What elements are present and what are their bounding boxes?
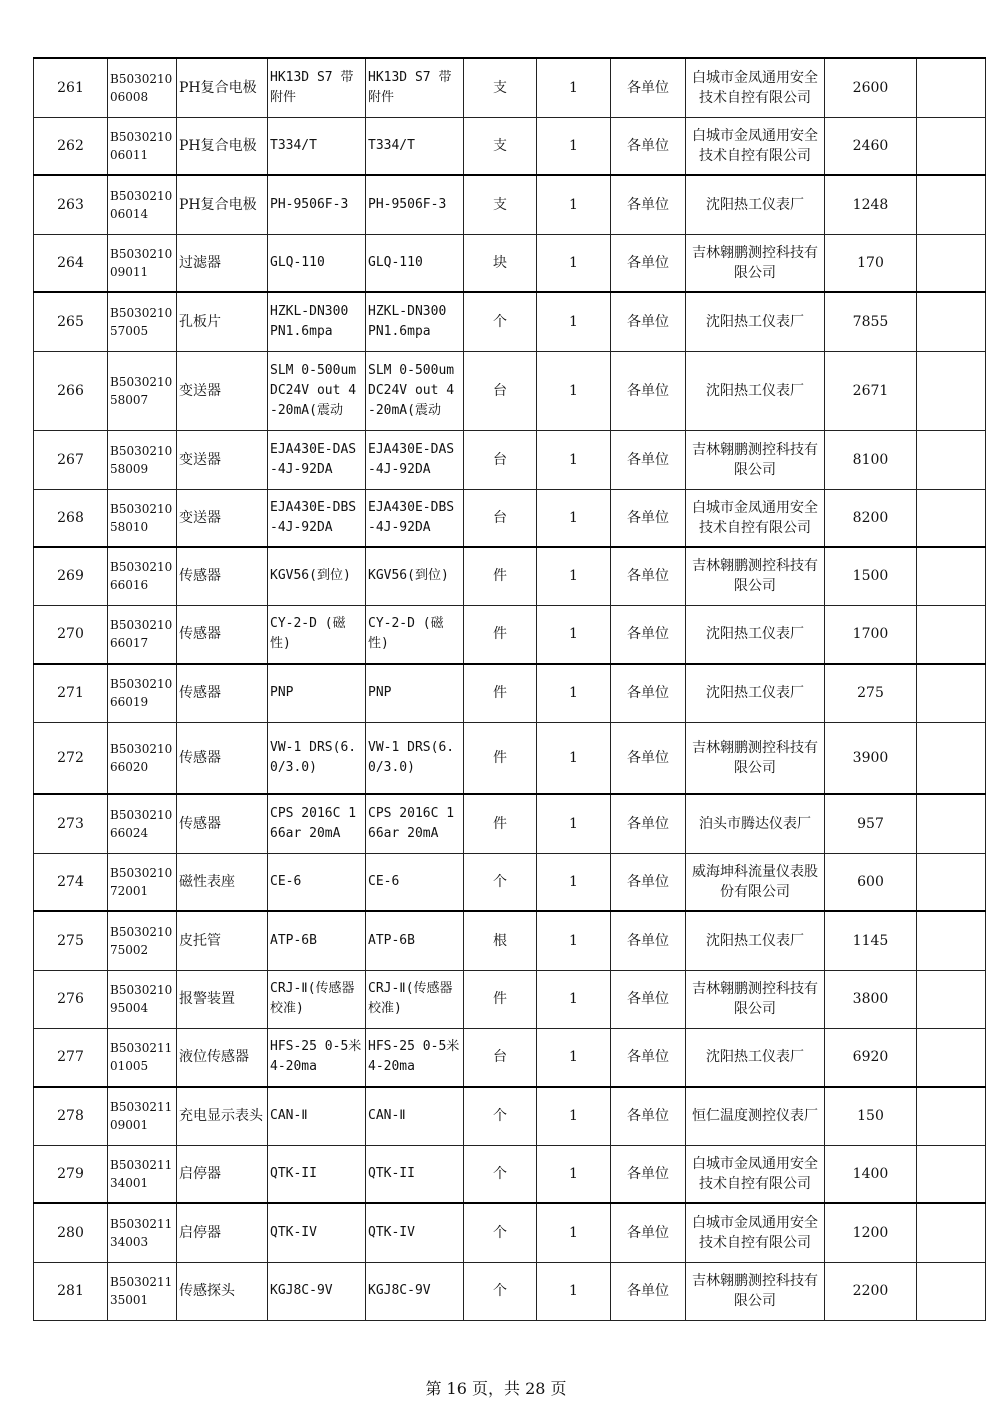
manufacturer-cell: 沈阳热工仪表厂 <box>686 292 825 351</box>
item-model-cell: HFS-25 0-5米 4-20ma <box>366 1028 464 1087</box>
manufacturer-cell: 吉林翱鹏测控科技有限公司 <box>686 1262 825 1320</box>
price-cell: 600 <box>825 853 917 911</box>
table-row <box>34 794 986 853</box>
unit-cell: 支 <box>464 58 537 117</box>
table-row <box>34 1028 986 1087</box>
quantity-cell: 1 <box>537 1087 611 1145</box>
manufacturer-cell: 白城市金凤通用安全技术自控有限公司 <box>686 1145 825 1203</box>
item-model-cell: CY-2-D (磁性) <box>366 605 464 664</box>
item-spec-cell: CY-2-D (磁性) <box>268 605 366 664</box>
quantity-cell: 1 <box>537 1145 611 1203</box>
quantity-cell: 1 <box>537 292 611 351</box>
quantity-cell: 1 <box>537 1262 611 1320</box>
unit-cell: 台 <box>464 489 537 547</box>
item-spec-cell: QTK-II <box>268 1145 366 1203</box>
manufacturer-cell: 威海坤科流量仪表股份有限公司 <box>686 853 825 911</box>
item-spec-cell: HK13D S7 带附件 <box>268 58 366 117</box>
price-cell: 7855 <box>825 292 917 351</box>
item-name-cell: 变送器 <box>177 351 268 430</box>
item-name-cell: PH复合电极 <box>177 117 268 175</box>
unit-cell: 台 <box>464 351 537 430</box>
item-name-cell: 过滤器 <box>177 234 268 292</box>
manufacturer-cell: 白城市金凤通用安全技术自控有限公司 <box>686 1203 825 1262</box>
material-code-cell: B503021058010 <box>108 489 177 547</box>
item-name-cell: 传感器 <box>177 794 268 853</box>
material-code-cell: B503021066019 <box>108 664 177 722</box>
item-model-cell: EJA430E-DBS-4J-92DA <box>366 489 464 547</box>
department-cell: 各单位 <box>611 117 686 175</box>
item-spec-cell: CPS 2016C 166ar 20mA <box>268 794 366 853</box>
price-cell: 2200 <box>825 1262 917 1320</box>
unit-cell: 件 <box>464 547 537 605</box>
item-spec-cell: EJA430E-DBS-4J-92DA <box>268 489 366 547</box>
item-model-cell: ATP-6B <box>366 911 464 970</box>
manufacturer-cell: 吉林翱鹏测控科技有限公司 <box>686 234 825 292</box>
department-cell: 各单位 <box>611 970 686 1028</box>
quantity-cell: 1 <box>537 547 611 605</box>
department-cell: 各单位 <box>611 58 686 117</box>
item-spec-cell: EJA430E-DAS-4J-92DA <box>268 430 366 489</box>
item-name-cell: 传感探头 <box>177 1262 268 1320</box>
row-number-cell: 268 <box>34 489 108 547</box>
item-name-cell: PH复合电极 <box>177 58 268 117</box>
unit-cell: 个 <box>464 292 537 351</box>
manufacturer-cell: 沈阳热工仪表厂 <box>686 911 825 970</box>
price-cell: 1145 <box>825 911 917 970</box>
table-row <box>34 853 986 911</box>
row-number-cell: 261 <box>34 58 108 117</box>
item-model-cell: CRJ-Ⅱ(传感器校准) <box>366 970 464 1028</box>
note-cell <box>917 234 986 292</box>
department-cell: 各单位 <box>611 1262 686 1320</box>
item-model-cell: KGV56(到位) <box>366 547 464 605</box>
item-model-cell: SLM 0-500um DC24V out 4-20mA(震动 <box>366 351 464 430</box>
item-name-cell: 启停器 <box>177 1203 268 1262</box>
quantity-cell: 1 <box>537 722 611 794</box>
row-number-cell: 273 <box>34 794 108 853</box>
note-cell <box>917 175 986 234</box>
item-name-cell: 传感器 <box>177 605 268 664</box>
item-name-cell: 孔板片 <box>177 292 268 351</box>
note-cell <box>917 1203 986 1262</box>
department-cell: 各单位 <box>611 430 686 489</box>
material-code-cell: B503021134003 <box>108 1203 177 1262</box>
row-number-cell: 277 <box>34 1028 108 1087</box>
item-model-cell: PH-9506F-3 <box>366 175 464 234</box>
manufacturer-cell: 沈阳热工仪表厂 <box>686 1028 825 1087</box>
department-cell: 各单位 <box>611 1028 686 1087</box>
manufacturer-cell: 恒仁温度测控仪表厂 <box>686 1087 825 1145</box>
price-cell: 2460 <box>825 117 917 175</box>
price-cell: 1500 <box>825 547 917 605</box>
item-name-cell: 变送器 <box>177 430 268 489</box>
table-row <box>34 605 986 664</box>
item-spec-cell: CE-6 <box>268 853 366 911</box>
manufacturer-cell: 沈阳热工仪表厂 <box>686 175 825 234</box>
department-cell: 各单位 <box>611 794 686 853</box>
item-model-cell: QTK-IV <box>366 1203 464 1262</box>
material-code-cell: B503021058009 <box>108 430 177 489</box>
row-number-cell: 280 <box>34 1203 108 1262</box>
unit-cell: 台 <box>464 430 537 489</box>
quantity-cell: 1 <box>537 970 611 1028</box>
item-name-cell: 磁性表座 <box>177 853 268 911</box>
price-cell: 1700 <box>825 605 917 664</box>
table-row <box>34 911 986 970</box>
table-row <box>34 1087 986 1145</box>
item-name-cell: 启停器 <box>177 1145 268 1203</box>
item-model-cell: CE-6 <box>366 853 464 911</box>
manufacturer-cell: 白城市金凤通用安全技术自控有限公司 <box>686 117 825 175</box>
item-spec-cell: PNP <box>268 664 366 722</box>
department-cell: 各单位 <box>611 1087 686 1145</box>
row-number-cell: 272 <box>34 722 108 794</box>
item-model-cell: CPS 2016C 166ar 20mA <box>366 794 464 853</box>
table-row <box>34 351 986 430</box>
item-spec-cell: VW-1 DRS(6.0/3.0) <box>268 722 366 794</box>
price-cell: 3800 <box>825 970 917 1028</box>
row-number-cell: 279 <box>34 1145 108 1203</box>
manufacturer-cell: 白城市金凤通用安全技术自控有限公司 <box>686 489 825 547</box>
note-cell <box>917 351 986 430</box>
unit-cell: 个 <box>464 1145 537 1203</box>
manufacturer-cell: 沈阳热工仪表厂 <box>686 664 825 722</box>
row-number-cell: 276 <box>34 970 108 1028</box>
price-cell: 1248 <box>825 175 917 234</box>
quantity-cell: 1 <box>537 1203 611 1262</box>
row-number-cell: 267 <box>34 430 108 489</box>
department-cell: 各单位 <box>611 175 686 234</box>
note-cell <box>917 430 986 489</box>
item-name-cell: 液位传感器 <box>177 1028 268 1087</box>
unit-cell: 根 <box>464 911 537 970</box>
note-cell <box>917 1028 986 1087</box>
row-number-cell: 271 <box>34 664 108 722</box>
department-cell: 各单位 <box>611 1145 686 1203</box>
table-row <box>34 58 986 117</box>
page-footer: 第 16 页，共 28 页 <box>425 1379 567 1398</box>
department-cell: 各单位 <box>611 351 686 430</box>
manufacturer-cell: 吉林翱鹏测控科技有限公司 <box>686 430 825 489</box>
material-code-cell: B503021058007 <box>108 351 177 430</box>
note-cell <box>917 794 986 853</box>
price-cell: 957 <box>825 794 917 853</box>
note-cell <box>917 970 986 1028</box>
manufacturer-cell: 吉林翱鹏测控科技有限公司 <box>686 970 825 1028</box>
item-model-cell: CAN-Ⅱ <box>366 1087 464 1145</box>
table-row <box>34 1145 986 1203</box>
manufacturer-cell: 沈阳热工仪表厂 <box>686 605 825 664</box>
material-code-cell: B503021066016 <box>108 547 177 605</box>
table-row <box>34 1262 986 1320</box>
department-cell: 各单位 <box>611 489 686 547</box>
note-cell <box>917 1145 986 1203</box>
unit-cell: 个 <box>464 1262 537 1320</box>
row-number-cell: 274 <box>34 853 108 911</box>
unit-cell: 件 <box>464 664 537 722</box>
quantity-cell: 1 <box>537 605 611 664</box>
department-cell: 各单位 <box>611 605 686 664</box>
unit-cell: 件 <box>464 970 537 1028</box>
manufacturer-cell: 沈阳热工仪表厂 <box>686 351 825 430</box>
price-cell: 170 <box>825 234 917 292</box>
item-spec-cell: KGV56(到位) <box>268 547 366 605</box>
material-code-cell: B503021066017 <box>108 605 177 664</box>
quantity-cell: 1 <box>537 430 611 489</box>
material-code-cell: B503021072001 <box>108 853 177 911</box>
department-cell: 各单位 <box>611 911 686 970</box>
manufacturer-cell: 吉林翱鹏测控科技有限公司 <box>686 547 825 605</box>
price-cell: 6920 <box>825 1028 917 1087</box>
table-row <box>34 1203 986 1262</box>
price-cell: 2671 <box>825 351 917 430</box>
note-cell <box>917 1087 986 1145</box>
material-code-cell: B503021006014 <box>108 175 177 234</box>
material-code-cell: B503021057005 <box>108 292 177 351</box>
item-model-cell: PNP <box>366 664 464 722</box>
unit-cell: 块 <box>464 234 537 292</box>
price-cell: 8200 <box>825 489 917 547</box>
table-row <box>34 970 986 1028</box>
material-code-cell: B503021006011 <box>108 117 177 175</box>
note-cell <box>917 911 986 970</box>
table-row <box>34 664 986 722</box>
table-row <box>34 175 986 234</box>
department-cell: 各单位 <box>611 664 686 722</box>
price-cell: 2600 <box>825 58 917 117</box>
manufacturer-cell: 吉林翱鹏测控科技有限公司 <box>686 722 825 794</box>
item-spec-cell: GLQ-110 <box>268 234 366 292</box>
note-cell <box>917 1262 986 1320</box>
material-code-cell: B503021095004 <box>108 970 177 1028</box>
item-model-cell: HK13D S7 带附件 <box>366 58 464 117</box>
quantity-cell: 1 <box>537 351 611 430</box>
price-cell: 150 <box>825 1087 917 1145</box>
row-number-cell: 265 <box>34 292 108 351</box>
item-name-cell: 变送器 <box>177 489 268 547</box>
item-spec-cell: HFS-25 0-5米 4-20ma <box>268 1028 366 1087</box>
item-name-cell: 传感器 <box>177 722 268 794</box>
material-code-cell: B503021134001 <box>108 1145 177 1203</box>
material-code-cell: B503021009011 <box>108 234 177 292</box>
note-cell <box>917 664 986 722</box>
table-row <box>34 117 986 175</box>
row-number-cell: 269 <box>34 547 108 605</box>
table-row <box>34 430 986 489</box>
unit-cell: 个 <box>464 1087 537 1145</box>
material-code-cell: B503021101005 <box>108 1028 177 1087</box>
row-number-cell: 270 <box>34 605 108 664</box>
item-spec-cell: CAN-Ⅱ <box>268 1087 366 1145</box>
note-cell <box>917 292 986 351</box>
item-model-cell: GLQ-110 <box>366 234 464 292</box>
unit-cell: 件 <box>464 605 537 664</box>
row-number-cell: 281 <box>34 1262 108 1320</box>
quantity-cell: 1 <box>537 117 611 175</box>
item-model-cell: HZKL-DN300 PN1.6mpa <box>366 292 464 351</box>
item-model-cell: QTK-II <box>366 1145 464 1203</box>
item-name-cell: 传感器 <box>177 664 268 722</box>
unit-cell: 支 <box>464 175 537 234</box>
row-number-cell: 264 <box>34 234 108 292</box>
item-model-cell: VW-1 DRS(6.0/3.0) <box>366 722 464 794</box>
unit-cell: 件 <box>464 722 537 794</box>
item-spec-cell: CRJ-Ⅱ(传感器校准) <box>268 970 366 1028</box>
item-name-cell: 充电显示表头 <box>177 1087 268 1145</box>
note-cell <box>917 547 986 605</box>
department-cell: 各单位 <box>611 853 686 911</box>
price-cell: 275 <box>825 664 917 722</box>
item-model-cell: T334/T <box>366 117 464 175</box>
row-number-cell: 262 <box>34 117 108 175</box>
note-cell <box>917 117 986 175</box>
unit-cell: 个 <box>464 853 537 911</box>
table-row <box>34 292 986 351</box>
department-cell: 各单位 <box>611 547 686 605</box>
item-name-cell: 报警装置 <box>177 970 268 1028</box>
row-number-cell: 275 <box>34 911 108 970</box>
material-code-cell: B503021066024 <box>108 794 177 853</box>
price-cell: 1400 <box>825 1145 917 1203</box>
item-spec-cell: PH-9506F-3 <box>268 175 366 234</box>
item-spec-cell: ATP-6B <box>268 911 366 970</box>
material-code-cell: B503021109001 <box>108 1087 177 1145</box>
item-name-cell: 皮托管 <box>177 911 268 970</box>
price-cell: 3900 <box>825 722 917 794</box>
department-cell: 各单位 <box>611 234 686 292</box>
item-spec-cell: T334/T <box>268 117 366 175</box>
item-name-cell: 传感器 <box>177 547 268 605</box>
unit-cell: 个 <box>464 1203 537 1262</box>
department-cell: 各单位 <box>611 1203 686 1262</box>
price-cell: 8100 <box>825 430 917 489</box>
quantity-cell: 1 <box>537 794 611 853</box>
manufacturer-cell: 白城市金凤通用安全技术自控有限公司 <box>686 58 825 117</box>
note-cell <box>917 58 986 117</box>
item-spec-cell: SLM 0-500um DC24V out 4-20mA(震动 <box>268 351 366 430</box>
quantity-cell: 1 <box>537 664 611 722</box>
price-cell: 1200 <box>825 1203 917 1262</box>
table-row <box>34 489 986 547</box>
material-code-cell: B503021075002 <box>108 911 177 970</box>
row-number-cell: 278 <box>34 1087 108 1145</box>
table-row <box>34 547 986 605</box>
quantity-cell: 1 <box>537 853 611 911</box>
material-code-cell: B503021006008 <box>108 58 177 117</box>
unit-cell: 台 <box>464 1028 537 1087</box>
table-row <box>34 234 986 292</box>
quantity-cell: 1 <box>537 175 611 234</box>
department-cell: 各单位 <box>611 722 686 794</box>
unit-cell: 件 <box>464 794 537 853</box>
item-spec-cell: HZKL-DN300 PN1.6mpa <box>268 292 366 351</box>
quantity-cell: 1 <box>537 911 611 970</box>
quantity-cell: 1 <box>537 1028 611 1087</box>
row-number-cell: 263 <box>34 175 108 234</box>
quantity-cell: 1 <box>537 58 611 117</box>
note-cell <box>917 489 986 547</box>
quantity-cell: 1 <box>537 234 611 292</box>
item-spec-cell: QTK-IV <box>268 1203 366 1262</box>
note-cell <box>917 722 986 794</box>
material-code-cell: B503021135001 <box>108 1262 177 1320</box>
item-spec-cell: KGJ8C-9V <box>268 1262 366 1320</box>
unit-cell: 支 <box>464 117 537 175</box>
item-model-cell: KGJ8C-9V <box>366 1262 464 1320</box>
note-cell <box>917 605 986 664</box>
table-row <box>34 722 986 794</box>
row-number-cell: 266 <box>34 351 108 430</box>
item-name-cell: PH复合电极 <box>177 175 268 234</box>
quantity-cell: 1 <box>537 489 611 547</box>
department-cell: 各单位 <box>611 292 686 351</box>
catalog-table <box>33 57 986 1321</box>
manufacturer-cell: 泊头市腾达仪表厂 <box>686 794 825 853</box>
material-code-cell: B503021066020 <box>108 722 177 794</box>
item-model-cell: EJA430E-DAS-4J-92DA <box>366 430 464 489</box>
note-cell <box>917 853 986 911</box>
